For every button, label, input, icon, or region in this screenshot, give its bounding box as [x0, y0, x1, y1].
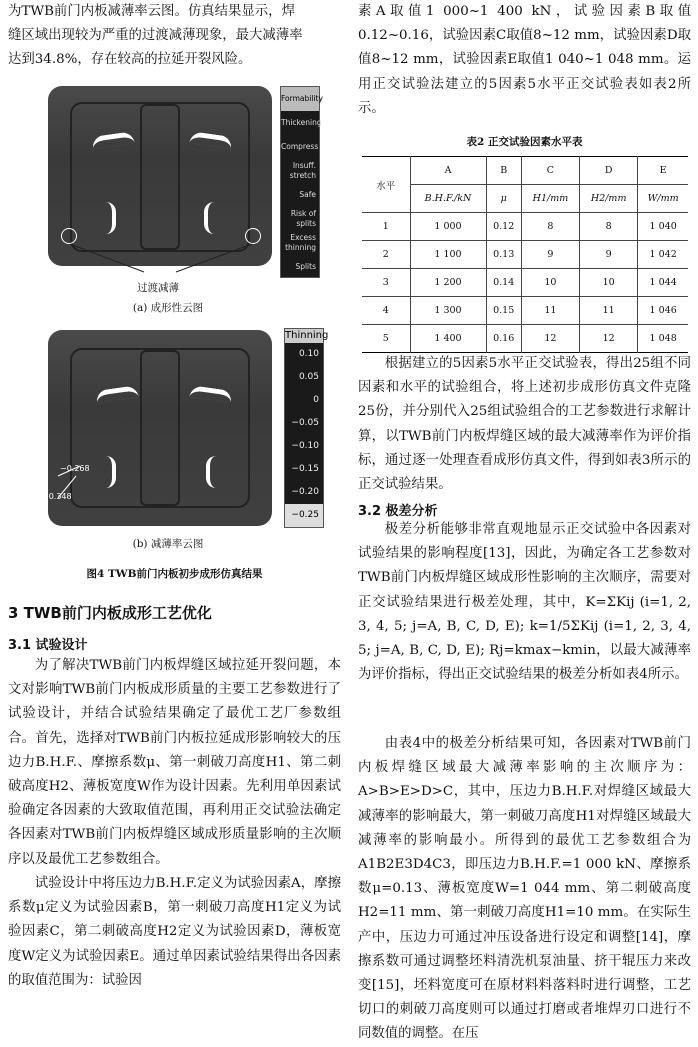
table-cell: 0.13 [486, 241, 521, 269]
factor-unit: μ [486, 185, 521, 213]
legend-item: Thickening [281, 118, 322, 127]
subsection-3-1-heading: 3.1 试验设计 [8, 638, 88, 653]
thinning-legend [284, 328, 329, 528]
table-cell: 12 [521, 325, 579, 353]
factor-unit: B.H.F./kN [410, 185, 486, 213]
table-cell: 1 046 [638, 297, 688, 325]
factor-letter: D [580, 157, 638, 185]
formability-legend [280, 86, 323, 278]
table-cell: 5 [362, 325, 410, 353]
legend-item: Formability [281, 87, 319, 111]
paragraph-factor-ranges: 素A取值1 000~1 400 kN，试验因素B取值0.12~0.16，试验因素C取值8~12 mm，试验因素D取值8~12 mm，试验因素E取值1 040~1 048 mm。运用正交试验法建立的5因素5水平正交试验表如表2所示。 [358, 4, 691, 116]
formability-contour-image [40, 82, 280, 278]
table-row [362, 297, 688, 325]
table-cell: 11 [521, 297, 579, 325]
table-cell: 1 042 [638, 241, 688, 269]
table-cell: 1 400 [410, 325, 486, 353]
table-cell: 0.16 [486, 325, 521, 353]
table-cell: 0.12 [486, 213, 521, 241]
table-cell: 4 [362, 297, 410, 325]
table-cell: 1 048 [649, 333, 677, 344]
legend-value: −0.10 [291, 441, 319, 451]
legend-value: −0.20 [291, 487, 319, 497]
table-cell: 0.15 [486, 297, 521, 325]
table-cell: 1 100 [410, 241, 486, 269]
table-cell: 12 [580, 325, 638, 353]
table-row [362, 325, 688, 353]
table-cell: 10 [580, 269, 638, 297]
legend-item: Splits [295, 262, 316, 271]
table-cell: 11 [580, 297, 638, 325]
thinning-label-1: −0.268 [60, 464, 90, 473]
figure-b-caption: (b) 减薄率云图 [132, 538, 204, 550]
table-cell: 9 [580, 241, 638, 269]
intro-line-3: 达到34.8%，存在较高的拉延开裂风险。 [8, 52, 252, 67]
legend-item: Insuff. stretch [289, 161, 316, 180]
table-cell: 3 [362, 269, 410, 297]
table-cell: 8 [580, 213, 638, 241]
factor-unit: H2/mm [580, 185, 638, 213]
factor-unit: W/mm [638, 185, 688, 213]
thinning-legend-title: Thinning [285, 330, 329, 341]
thinning-label-2: −0.348 [42, 492, 72, 501]
legend-value: −0.25 [285, 504, 323, 527]
factor-unit: H1/mm [521, 185, 579, 213]
table-cell: 1 300 [410, 297, 486, 325]
orthogonal-factor-table [362, 156, 688, 353]
table-cell: 1 [362, 213, 410, 241]
factor-letter: A [410, 157, 486, 185]
legend-item: Excess thinning [285, 233, 316, 252]
legend-value: −0.05 [291, 418, 319, 428]
table-cell: 9 [521, 241, 579, 269]
table-cell: 1 044 [638, 269, 688, 297]
factor-letter: C [521, 157, 579, 185]
table-cell: 1 000 [410, 213, 486, 241]
paragraph-factor-definition: 试验设计中将压边力B.H.F.定义为试验因素A，摩擦系数μ定义为试验因素B，第一刺破刀高度H1定义为试验因素C，第二刺破高度H2定义为试验因素D，薄板宽度W定义为试验因素E。通过单因素试验结果得出各因素的取值范围为：试验因 [8, 876, 341, 988]
transition-thinning-annotation: 过渡减薄 [137, 282, 179, 294]
table-row [362, 241, 688, 269]
table-cell: 1 040 [638, 213, 688, 241]
legend-item: Compress [281, 142, 319, 151]
paragraph-range-result: 由表4中的极差分析结果可知，各因素对TWB前门内板焊缝区域最大减薄率影响的主次顺序为：A>B>E>D>C，其中，压边力B.H.F.对焊缝区域最大减薄率的影响最大，第一刺破刀高度H1对焊缝区域最大减薄率的影响最小。所得到的最优工艺参数组合为A1B2E3D4C3，即压边力B.H.F.=1 000 kN、摩擦系数μ=0.13、薄板宽度W=1 044 mm、第二刺破高度H2=11 mm、第一刺破刀高度H1=10 mm。在实际生产中，压边力可通过冲压设备进行设定和调整[14]，摩擦系数可通过调整坯料清洗机泵油量、挤干辊压力来改变[15]，坯料宽度可在原材料料落料时进行调整，工艺切口的刺破刀高度则可以通过打磨或者堆焊刃口进行不同数值的调整。在压 [358, 736, 691, 1042]
intro-line-1: 为TWB前门内板减薄率云图。仿真结果显示，焊 [8, 4, 295, 19]
table-row [362, 269, 688, 297]
legend-item: Risk of splits [290, 209, 316, 228]
subsection-3-2-heading: 3.2 极差分析 [358, 504, 438, 519]
paragraph-range-analysis: 极差分析能够非常直观地显示正交试验中各因素对试验结果的影响程度[13]，因此，为确定各工艺参数对TWB前门内板焊缝区域成形性影响的主次顺序，需要对正交试验结果进行极差处理，其中，K=ΣKij (i=1, 2, 3, 4, 5; j=A, B, C, D, E); k=1/5ΣKij (i=1, 2, 3, 4, 5; j=A, B, C, D, E); Rj=kmax−kmin，以最大减薄率为评价指标，得出正交试验结果的极差分析如表4所示。 [358, 522, 691, 683]
table-cell: 8 [521, 213, 579, 241]
table-cell: 2 [362, 241, 410, 269]
table-cell: 1 200 [410, 269, 486, 297]
table-cell: 10 [521, 269, 579, 297]
table-row-header: 水平 [362, 157, 410, 213]
section-3-heading: 3 TWB前门内板成形工艺优化 [8, 604, 212, 622]
legend-item: Safe [299, 190, 316, 199]
table-row [362, 213, 688, 241]
factor-letter: B [486, 157, 521, 185]
legend-value: 0 [313, 395, 319, 405]
factor-letter: E [638, 157, 688, 185]
legend-value: −0.15 [291, 464, 319, 474]
intro-line-2: 缝区域出现较为严重的过渡减薄现象，最大减薄率 [8, 28, 303, 43]
table-cell: 0.14 [486, 269, 521, 297]
figure-4-title: 图4 TWB前门内板初步成形仿真结果 [86, 568, 263, 580]
legend-value: 0.05 [298, 372, 319, 382]
paragraph-experiment-design: 为了解决TWB前门内板焊缝区域拉延开裂问题，本文对影响TWB前门内板成形质量的主要工艺参数进行了试验设计，并结合试验结果确定了最优工艺厂参数组合。首先，选择对TWB前门内板拉延成形影响较大的压边力B.H.F.、摩擦系数μ、第一刺破刀高度H1、第二刺破高度H2、薄板宽度W作为设计因素。先利用单因素试验确定各因素的大致取值范围，再利用正交试验法确定各因素对TWB前门内板焊缝区域成形质量影响的主次顺序以及最优工艺参数组合。 [8, 658, 341, 867]
paragraph-test-combinations: 根据建立的5因素5水平正交试验表，得出25组不同因素和水平的试验组合，将上述初步成形仿真文件克隆25份，并分别代入25组试验组合的工艺参数进行求解计算，以TWB前门内板焊缝区域的最大减薄率作为评价指标，通过逐一处理查看成形仿真文件，得到如表3所示的正交试验结果。 [358, 356, 691, 493]
figure-a-caption: (a) 成形性云图 [132, 302, 204, 314]
table-2-title: 表2 正交试验因素水平表 [466, 136, 583, 148]
legend-value: 0.10 [298, 349, 319, 359]
thinning-contour-image [40, 326, 280, 532]
